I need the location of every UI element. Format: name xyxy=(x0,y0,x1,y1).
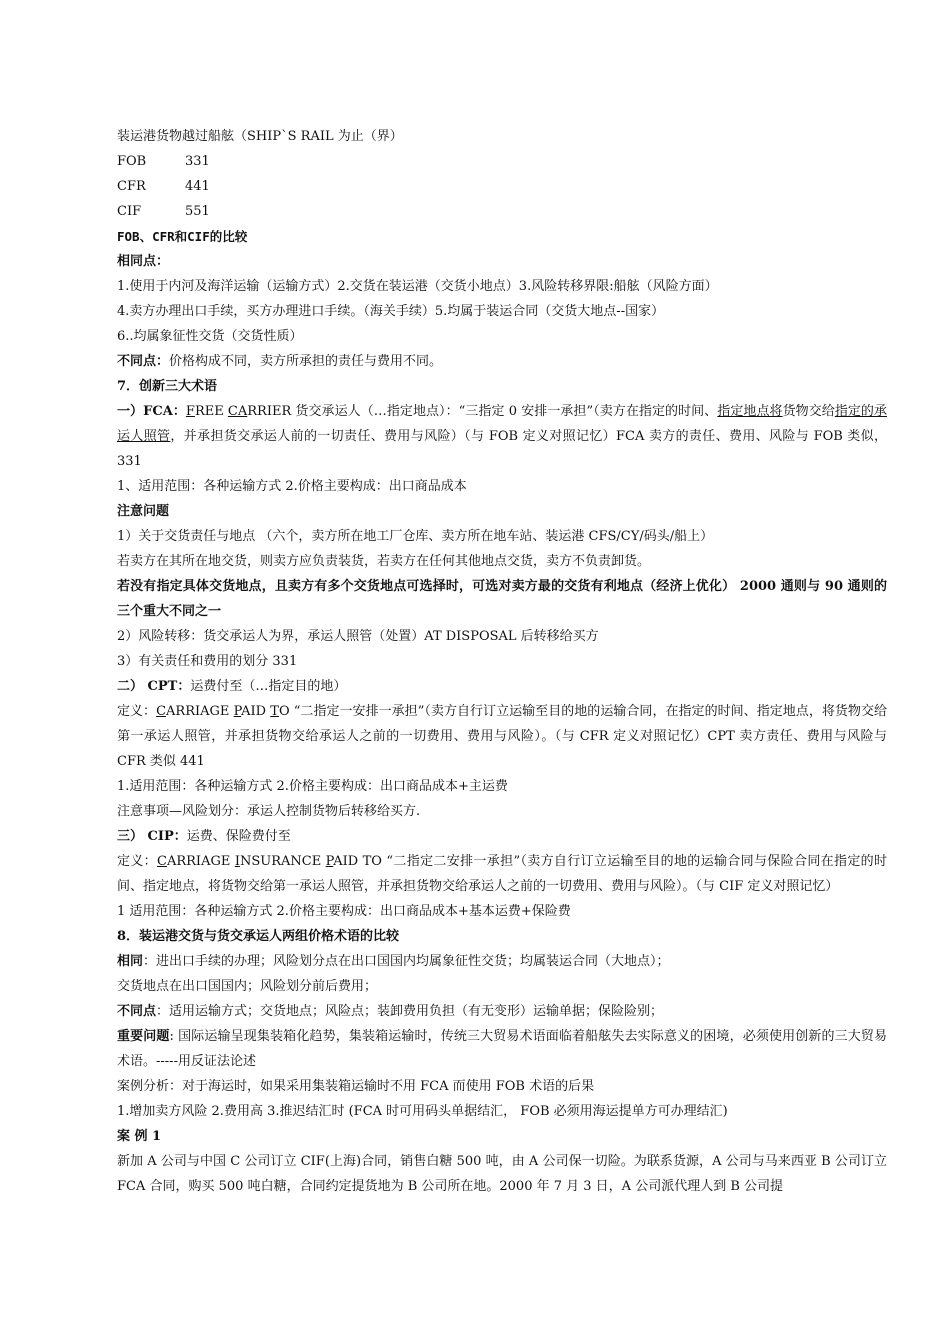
text-line xyxy=(117,999,887,1024)
section-heading: 7．创新三大术语 xyxy=(117,379,218,394)
paragraph-important xyxy=(117,1024,887,1074)
inline-text: AID TO “二指定二安排一承担”（卖方自行订立运输至目的地的运输合同与保险合同在指定的时间、指定地点，将货物交给第一承运人照管，并承担货物交给承运人之前的一切费用、费用与风险）。（与 CIF 定义对照记忆） xyxy=(117,854,887,894)
term-label: CIF xyxy=(117,204,142,219)
text-line: 4.卖方办理出口手续，买方办理进口手续。（海关手续）5.均属于装运合同（交货大地点--国家） xyxy=(117,304,665,319)
underlined-text: 指定的承运人照管 xyxy=(117,404,887,444)
term-value: 441 xyxy=(185,179,210,194)
text-line: 1、适用范围：各种运输方式 2.价格主要构成：出口商品成本 xyxy=(117,479,467,494)
text-line: 6..均属象征性交货（交货性质） xyxy=(117,329,303,344)
inline-label: 定义： xyxy=(117,854,158,869)
underlined-text: I xyxy=(234,854,240,869)
text-line: 若卖方在其所在地交货，则卖方应负责装货，若卖方在任何其他地点交货，卖方不负责卸货。 xyxy=(117,554,651,569)
inline-label: 三） CIP： xyxy=(117,829,187,844)
inline-label: 一）FCA： xyxy=(117,404,186,419)
text-line xyxy=(117,674,887,699)
text-line: 1 适用范围：各种运输方式 2.价格主要构成：出口商品成本+基本运费+保险费 xyxy=(117,904,571,919)
paragraph-cpt xyxy=(117,699,887,774)
inline-label: 相同 xyxy=(117,954,144,969)
text-line: 交货地点在出口国国内；风险划分前后费用； xyxy=(117,979,378,994)
section-heading: 8．装运港交货与货交承运人两组价格术语的比较 xyxy=(117,929,400,944)
inline-text: NSURANCE xyxy=(239,854,326,869)
text-line: 1.适用范围：各种运输方式 2.价格主要构成：出口商品成本+主运费 xyxy=(117,779,508,794)
text-line xyxy=(117,949,887,974)
paragraph-case1: 新加 A 公司与中国 C 公司订立 CIF(上海)合同，销售白糖 500 吨，由 A 公司保一切险。为联系货源，A 公司与马来西亚 B 公司订立 FCA 合同，购买 500 吨白糖，合同约定提货地为 B 公司所在地。2000 年 7 月 3 日，A 公司派代理人到 B 公司提 xyxy=(117,1154,887,1194)
inline-label: 不同点 xyxy=(117,1004,157,1019)
paragraph-cip xyxy=(117,849,887,899)
text-line: 1.使用于内河及海洋运输（运输方式）2.交货在装运港（交货小地点）3.风险转移界限:船舷（风险方面） xyxy=(117,279,718,294)
inline-text: 货物交给 xyxy=(782,404,835,419)
inline-label: 不同点： xyxy=(117,354,170,369)
underlined-text: C xyxy=(156,704,167,719)
underlined-text: CA xyxy=(227,404,248,419)
inline-text: REE xyxy=(194,404,228,419)
paragraph-fca xyxy=(117,399,887,474)
section-heading: FOB、CFR和CIF的比较 xyxy=(117,229,248,244)
document-page xyxy=(117,124,887,1199)
text-line: 2）风险转移：货交承运人为界，承运人照管（处置）AT DISPOSAL 后转移给买方 xyxy=(117,629,599,644)
term-value: 331 xyxy=(185,154,210,169)
term-row-fob xyxy=(117,149,887,174)
subheading: 案 例 1 xyxy=(117,1129,162,1144)
inline-text: 价格构成不同，卖方所承担的责任与费用不同。 xyxy=(169,354,443,369)
subheading: 注意问题 xyxy=(117,504,170,519)
inline-label: 二） CPT： xyxy=(117,679,191,694)
subheading: 相同点： xyxy=(117,254,170,269)
inline-text: ARRIAGE xyxy=(166,854,235,869)
inline-text: 运费付至（…指定目的地） xyxy=(190,679,347,694)
inline-label: 定义： xyxy=(117,704,157,719)
text-line xyxy=(117,824,887,849)
underlined-text: P xyxy=(233,704,242,719)
inline-label: 重要问题 xyxy=(117,1029,170,1044)
text-line xyxy=(117,349,887,374)
text-line: 1.增加卖方风险 2.费用高 3.推迟结汇时 (FCA 时可用码头单据结汇， FOB 必须用海运提单方可办理结汇) xyxy=(117,1104,728,1119)
inline-text: : 国际运输呈现集装箱化趋势，集装箱运输时，传统三大贸易术语面临着船舷失去实际意义的困境，必须使用创新的三大贸易术语。-----用反证法论述 xyxy=(117,1029,887,1069)
inline-text: ：适用运输方式；交货地点；风险点；装卸费用负担（有无变形）运输单据；保险险别； xyxy=(156,1004,664,1019)
underlined-text: F xyxy=(185,404,195,419)
inline-text: AID xyxy=(241,704,271,719)
text-line: 注意事项—风险划分：承运人控制货物后转移给买方. xyxy=(117,804,421,819)
inline-text: ：进出口手续的办理；风险划分点在出口国国内均属象征性交货；均属装运合同（大地点）； xyxy=(143,954,670,969)
inline-text: RRIER 货交承运人（…指定地点）：“三指定 0 安排一承担”（卖方在指定的时间、 xyxy=(247,404,718,419)
text-line: 1）关于交货责任与地点 （六个，卖方所在地工厂仓库、卖方所在地车站、装运港 CFS/CY/码头/船上） xyxy=(117,529,714,544)
bold-paragraph: 若没有指定具体交货地点，且卖方有多个交货地点可选择时，可选对卖方最的交货有利地点（经济上优化） 2000 通则与 90 通则的三个重大不同之一 xyxy=(117,579,887,619)
term-row-cfr xyxy=(117,174,887,199)
text-line: 3）有关责任和费用的划分 331 xyxy=(117,654,298,669)
inline-text: O “二指定一安排一承担”（卖方自行订立运输至目的地的运输合同，在指定的时间、指定地点，将货物交给第一承运人照管，并承担货物交给承运人之前的一切费用、费用与风险）。（与 CFR 定义对照记忆）CPT 卖方责任、费用与风险与 CFR 类似 441 xyxy=(117,704,887,769)
underlined-text: 指定地点将 xyxy=(717,404,783,419)
text-line: 案例分析：对于海运时，如果采用集装箱运输时不用 FCA 而使用 FOB 术语的后果 xyxy=(117,1079,595,1094)
underlined-text: C xyxy=(157,854,167,869)
underlined-text: P xyxy=(325,854,334,869)
term-value: 551 xyxy=(185,204,210,219)
inline-text: 运费、保险费付至 xyxy=(186,829,291,844)
term-label: FOB xyxy=(117,154,147,169)
term-label: CFR xyxy=(117,179,146,194)
inline-text: ARRIAGE xyxy=(166,704,234,719)
inline-text: ，并承担货交承运人前的一切责任、费用与风险）（与 FOB 定义对照记忆）FCA 卖方的责任、费用、风险与 FOB 类似，331 xyxy=(117,429,887,469)
term-row-cif xyxy=(117,199,887,224)
text-line: 装运港货物越过船舷（SHIP`S RAIL 为止（界） xyxy=(117,129,403,144)
underlined-text: T xyxy=(270,704,279,719)
